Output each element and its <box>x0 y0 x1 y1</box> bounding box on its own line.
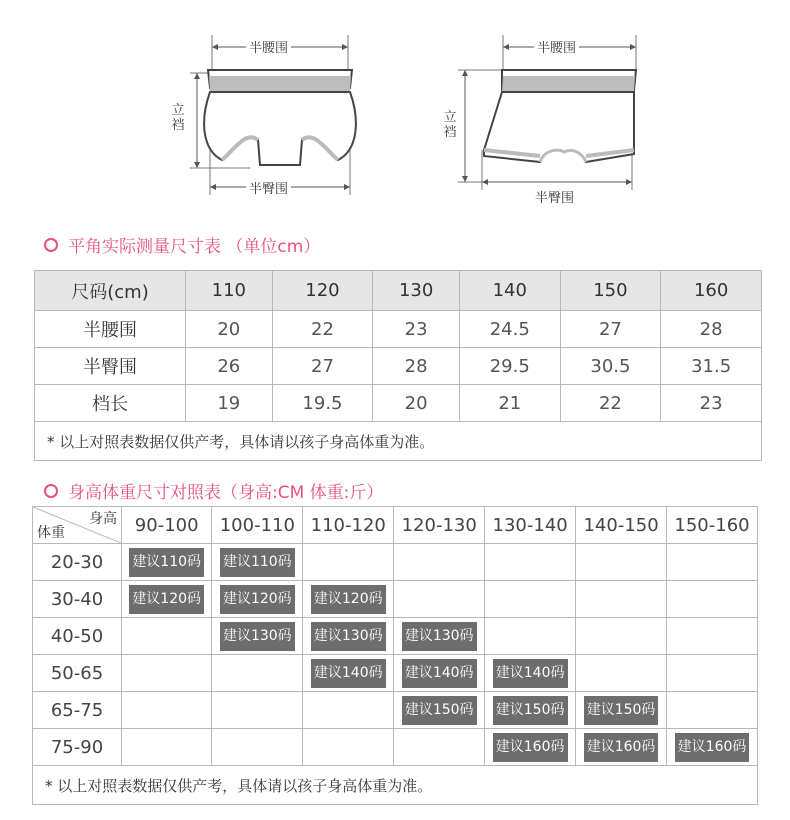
value-cell: 26 <box>186 348 273 385</box>
briefs-diagram <box>160 0 370 215</box>
recommend-cell <box>394 581 485 618</box>
recommend-cell <box>303 692 394 729</box>
recommend-cell <box>576 618 667 655</box>
recommend-cell <box>394 692 485 729</box>
recommend-cell <box>394 655 485 692</box>
row-label: 半腰围 <box>35 311 186 348</box>
table-row <box>33 729 758 766</box>
recommend-cell <box>667 581 758 618</box>
height-cell: 110-120 <box>303 507 394 544</box>
size-recommendation-badge: 建议150码 <box>493 696 568 725</box>
size-recommendation-badge: 建议150码 <box>402 696 477 725</box>
recommend-cell <box>122 692 212 729</box>
table-row <box>33 692 758 729</box>
value-cell: 24.5 <box>459 311 560 348</box>
recommend-cell <box>212 544 303 581</box>
height-weight-body <box>33 544 758 766</box>
waist-label: 半腰围 <box>534 37 579 56</box>
recommend-cell <box>303 618 394 655</box>
recommend-cell <box>122 655 212 692</box>
height-cell: 150-160 <box>667 507 758 544</box>
table-note: * 以上对照表数据仅供产考，具体请以孩子身高体重为准。 <box>33 766 758 805</box>
value-cell: 19.5 <box>272 385 373 422</box>
recommend-cell <box>667 729 758 766</box>
height-weight-title-text: 身高体重尺寸对照表（身高:CM 体重:斤） <box>68 483 384 503</box>
table-row <box>35 385 762 422</box>
value-cell: 28 <box>373 348 460 385</box>
size-recommendation-badge: 建议140码 <box>402 659 477 688</box>
rise-label: 立裆 <box>443 110 457 140</box>
row-label: 半臀围 <box>35 348 186 385</box>
recommend-cell <box>212 692 303 729</box>
recommend-cell <box>667 692 758 729</box>
weight-cell: 65-75 <box>33 692 122 729</box>
value-cell: 19 <box>186 385 273 422</box>
size-cell: 120 <box>272 271 373 311</box>
recommend-cell <box>485 544 576 581</box>
recommend-cell <box>303 655 394 692</box>
recommend-cell <box>485 655 576 692</box>
measurement-table <box>34 270 762 461</box>
size-recommendation-badge: 建议150码 <box>584 696 659 725</box>
measurement-title-text: 平角实际测量尺寸表 （单位cm） <box>68 237 321 257</box>
recommend-cell <box>485 729 576 766</box>
boxer-illustration <box>440 0 650 215</box>
recommend-cell <box>212 655 303 692</box>
height-cell: 100-110 <box>212 507 303 544</box>
size-recommendation-badge: 建议140码 <box>311 659 386 688</box>
table-note: * 以上对照表数据仅供产考，具体请以孩子身高体重为准。 <box>35 422 762 461</box>
height-cell: 130-140 <box>485 507 576 544</box>
size-cell: 160 <box>661 271 762 311</box>
recommend-cell <box>122 544 212 581</box>
size-recommendation-badge: 建议120码 <box>129 585 204 614</box>
hip-label: 半臀围 <box>246 178 291 197</box>
recommend-cell <box>576 729 667 766</box>
table-row <box>33 581 758 618</box>
recommend-cell <box>303 544 394 581</box>
recommend-cell <box>394 618 485 655</box>
value-cell: 20 <box>186 311 273 348</box>
table-row <box>35 348 762 385</box>
table-row <box>33 618 758 655</box>
rise-label: 立裆 <box>171 103 185 133</box>
recommend-cell <box>667 655 758 692</box>
hip-label: 半臀围 <box>532 187 577 206</box>
recommend-cell <box>485 692 576 729</box>
recommend-cell <box>212 618 303 655</box>
height-cell: 120-130 <box>394 507 485 544</box>
value-cell: 20 <box>373 385 460 422</box>
height-weight-table-title <box>44 478 383 503</box>
boxer-diagram <box>440 0 650 215</box>
recommend-cell <box>122 618 212 655</box>
size-cell: 130 <box>373 271 460 311</box>
recommend-cell <box>576 655 667 692</box>
table-header-row <box>33 507 758 544</box>
recommend-cell <box>667 544 758 581</box>
value-cell: 23 <box>373 311 460 348</box>
height-weight-table <box>32 506 758 805</box>
size-recommendation-badge: 建议160码 <box>584 733 659 762</box>
value-cell: 31.5 <box>661 348 762 385</box>
size-cell: 140 <box>459 271 560 311</box>
recommend-cell <box>485 581 576 618</box>
recommend-cell <box>212 729 303 766</box>
value-cell: 30.5 <box>560 348 661 385</box>
value-cell: 21 <box>459 385 560 422</box>
table-row <box>33 655 758 692</box>
value-cell: 27 <box>272 348 373 385</box>
recommend-cell <box>303 729 394 766</box>
size-cell: 110 <box>186 271 273 311</box>
value-cell: 22 <box>272 311 373 348</box>
size-recommendation-badge: 建议110码 <box>129 548 204 577</box>
weight-axis-label: 体重 <box>37 525 65 541</box>
weight-cell: 50-65 <box>33 655 122 692</box>
recommend-cell <box>576 581 667 618</box>
recommend-cell <box>576 544 667 581</box>
recommend-cell <box>485 618 576 655</box>
circle-icon <box>44 484 58 498</box>
value-cell: 22 <box>560 385 661 422</box>
circle-icon <box>44 238 58 252</box>
size-recommendation-badge: 建议160码 <box>675 733 750 762</box>
height-cell: 140-150 <box>576 507 667 544</box>
size-recommendation-badge: 建议120码 <box>311 585 386 614</box>
weight-cell: 75-90 <box>33 729 122 766</box>
recommend-cell <box>122 581 212 618</box>
recommend-cell <box>212 581 303 618</box>
table-row <box>35 311 762 348</box>
value-cell: 27 <box>560 311 661 348</box>
weight-cell: 30-40 <box>33 581 122 618</box>
size-cell: 150 <box>560 271 661 311</box>
size-recommendation-badge: 建议130码 <box>220 622 295 651</box>
value-cell: 28 <box>661 311 762 348</box>
size-recommendation-badge: 建议130码 <box>311 622 386 651</box>
height-axis-label: 身高 <box>89 511 117 527</box>
size-recommendation-badge: 建议110码 <box>220 548 295 577</box>
size-header: 尺码(cm) <box>35 271 186 311</box>
size-recommendation-badge: 建议120码 <box>220 585 295 614</box>
recommend-cell <box>576 692 667 729</box>
value-cell: 23 <box>661 385 762 422</box>
height-cell: 90-100 <box>122 507 212 544</box>
table-header-row <box>35 271 762 311</box>
row-label: 档长 <box>35 385 186 422</box>
weight-cell: 40-50 <box>33 618 122 655</box>
recommend-cell <box>394 544 485 581</box>
waist-label: 半腰围 <box>246 37 291 56</box>
corner-cell <box>33 507 122 544</box>
note-row <box>35 422 762 461</box>
table-row <box>33 544 758 581</box>
size-recommendation-badge: 建议160码 <box>493 733 568 762</box>
recommend-cell <box>303 581 394 618</box>
recommend-cell <box>122 729 212 766</box>
measurement-table-title <box>44 232 320 257</box>
value-cell: 29.5 <box>459 348 560 385</box>
recommend-cell <box>667 618 758 655</box>
weight-cell: 20-30 <box>33 544 122 581</box>
recommend-cell <box>394 729 485 766</box>
size-recommendation-badge: 建议140码 <box>493 659 568 688</box>
size-recommendation-badge: 建议130码 <box>402 622 477 651</box>
note-row <box>33 766 758 805</box>
